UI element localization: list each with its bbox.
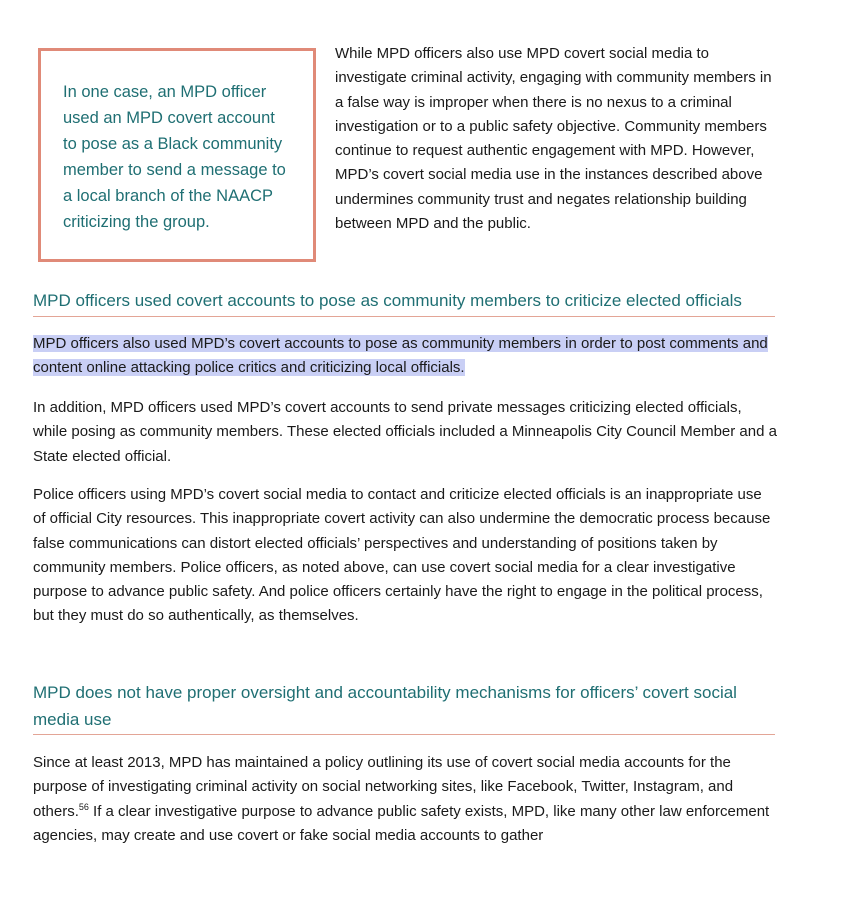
section-heading-covert-accounts-elected-officials: MPD officers used covert accounts to pose as community members to criticize elected officials [33, 291, 742, 310]
section-heading-oversight-accountability: MPD does not have proper oversight and accountability mechanisms for officers’ covert social media use [33, 683, 737, 729]
pull-quote-text: In one case, an MPD officer used an MPD covert account to pose as a Black community member to send a message to a local branch of the NAACP criticizing the group. [63, 83, 286, 231]
intro-paragraph: While MPD officers also use MPD covert social media to investigate criminal activity, engaging with community members in a false way is improper when there is no nexus to a criminal investigation or to a public safety objective. Community members continue to request authentic engagement with MPD. However, MPD’s covert social media use in the instances described above undermines community trust and negates relationship building between MPD and the public. [335, 45, 772, 233]
highlighted-text: MPD officers also used MPD’s covert accounts to pose as community members in order to post comments and content online attacking police critics and criticizing local officials. [33, 335, 768, 377]
body-paragraph-policy-since-2013 [33, 751, 778, 848]
section-divider [33, 316, 775, 317]
policy-text-part2: If a clear investigative purpose to advance public safety exists, MPD, like many other law enforcement agencies, may create and use covert or fake social media accounts to gather [33, 802, 770, 844]
body-paragraph-inappropriate-use: Police officers using MPD’s covert social media to contact and criticize elected officials is an inappropriate use of official City resources. This inappropriate covert activity can also undermine the democratic process because false communications can distort elected officials’ perspectives and understanding of positions taken by community members. Police officers, as noted above, can use covert social media for a clear investigative purpose to advance public safety. And police officers certainly have the right to engage in the political process, but they must do so authentically, as themselves. [33, 486, 771, 625]
footnote-reference[interactable]: 56 [78, 801, 89, 812]
pull-quote-box [38, 48, 316, 262]
highlighted-paragraph [33, 332, 778, 381]
policy-text-part1: Since at least 2013, MPD has maintained a policy outlining its use of covert social media accounts for the purpose of investigating criminal activity on social networking sites, like Facebook, Twitter, Instagram, and others. [33, 754, 734, 820]
section-divider [33, 734, 775, 735]
body-paragraph-private-messages: In addition, MPD officers used MPD’s covert accounts to send private messages criticizing elected officials, while posing as community members. These elected officials included a Minneapolis City Council Member and a State elected official. [33, 399, 777, 465]
